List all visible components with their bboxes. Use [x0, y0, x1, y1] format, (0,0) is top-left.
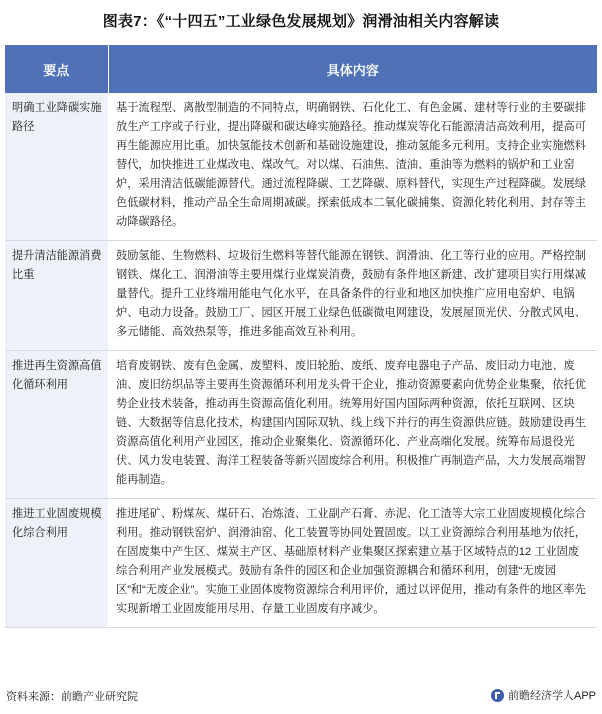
content-table-wrapper — [5, 45, 597, 628]
row-content: 基于流程型、离散型制造的不同特点，明确钢铁、石化化工、有色金属、建材等行业的主要碳排放生产工序或子行业，提出降碳和碳达峰实施路径。推动煤炭等化石能源清洁高效利用，提高可再生能源应用比重。加快氢能技术创新和基础设施建设，推动氢能多元利用。支持企业实施燃料替代，加快推进工业煤改电、煤改气。对以煤、石油焦、渣油、重油等为燃料的锅炉和工业窑炉，采用清洁低碳能源替代。通过流程降碳、工艺降碳、原料替代，实现生产过程降碳。发展绿色低碳材料，推动产品全生命周期减碳。探索低成本二氧化碳捕集、资源化转化利用、封存等主动降碳路径。 — [108, 93, 597, 241]
row-point: 推进工业固废规模化综合利用 — [5, 499, 108, 628]
row-point: 推进再生资源高值化循环利用 — [5, 351, 108, 499]
row-point: 明确工业降碳实施路径 — [5, 93, 108, 241]
header-point: 要点 — [5, 45, 108, 93]
content-table — [5, 45, 597, 628]
page-title: 图表7：《“十四五”工业绿色发展规划》润滑油相关内容解读 — [102, 13, 500, 30]
header-content: 具体内容 — [108, 45, 597, 93]
table-row — [5, 241, 597, 351]
brand-attribution — [491, 687, 596, 703]
brand-name: 前瞻经济学人APP — [507, 690, 596, 702]
brand-logo-icon — [491, 689, 504, 702]
row-point: 提升清洁能源消费比重 — [5, 241, 108, 351]
row-content: 培育废钢铁、废有色金属、废塑料、废旧轮胎、废纸、废弃电器电子产品、废旧动力电池、废油、废旧纺织品等主要再生资源循环利用龙头骨干企业，推动资源要素向优势企业集聚，依托优势企业技术装备，推动再生资源高值化利用。统筹用好国内国际两种资源，依托互联网、区块链、大数据等信息化技术，构建国内国际双轨、线上线下并行的再生资源供应链。鼓励建设再生资源高值化利用产业园区，推动企业聚集化、资源循环化、产业高端化发展。统筹布局退役光伏、风力发电装置、海洋工程装备等新兴固废综合利用。积极推广再制造产品，大力发展高端智能再制造。 — [108, 351, 597, 499]
table-row — [5, 351, 597, 499]
source-note: 资料来源：前瞻产业研究院 — [6, 691, 138, 703]
row-content: 推进尾矿、粉煤灰、煤矸石、冶炼渣、工业副产石膏、赤泥、化工渣等大宗工业固废规模化综合利用。推动钢铁窑炉、润滑油窑、化工装置等协同处置固废。以工业资源综合利用基地为依托，在固废集中产生区、煤炭主产区、基础原材料产业集聚区探索建立基于区域特点的12 工业固废综合利用产业发展模式。鼓励有条件的园区和企业加强资源耦合和循环利用，创建“无废园区”和“无废企业”。实施工业固体废物资源综合利用评价，通过以评促用，推动有条件的地区率先实现新增工业固废能用尽用、存量工业固废有序减少。 — [108, 499, 597, 628]
table-row — [5, 499, 597, 628]
table-header-row — [5, 45, 597, 93]
table-row — [5, 93, 597, 241]
row-content: 鼓励氢能、生物燃料、垃圾衍生燃料等替代能源在钢铁、润滑油、化工等行业的应用。严格控制钢铁、煤化工、润滑油等主要用煤行业煤炭消费，鼓励有条件地区新建、改扩建项目实行用煤减量替代。提升工业终端用能电气化水平，在具备条件的行业和地区加快推广应用电窑炉、电锅炉、电动力设备。鼓励工厂、园区开展工业绿色低碳微电网建设，发展屋顶光伏、分散式风电、多元储能、高效热泵等，推进多能高效互补利用。 — [108, 241, 597, 351]
